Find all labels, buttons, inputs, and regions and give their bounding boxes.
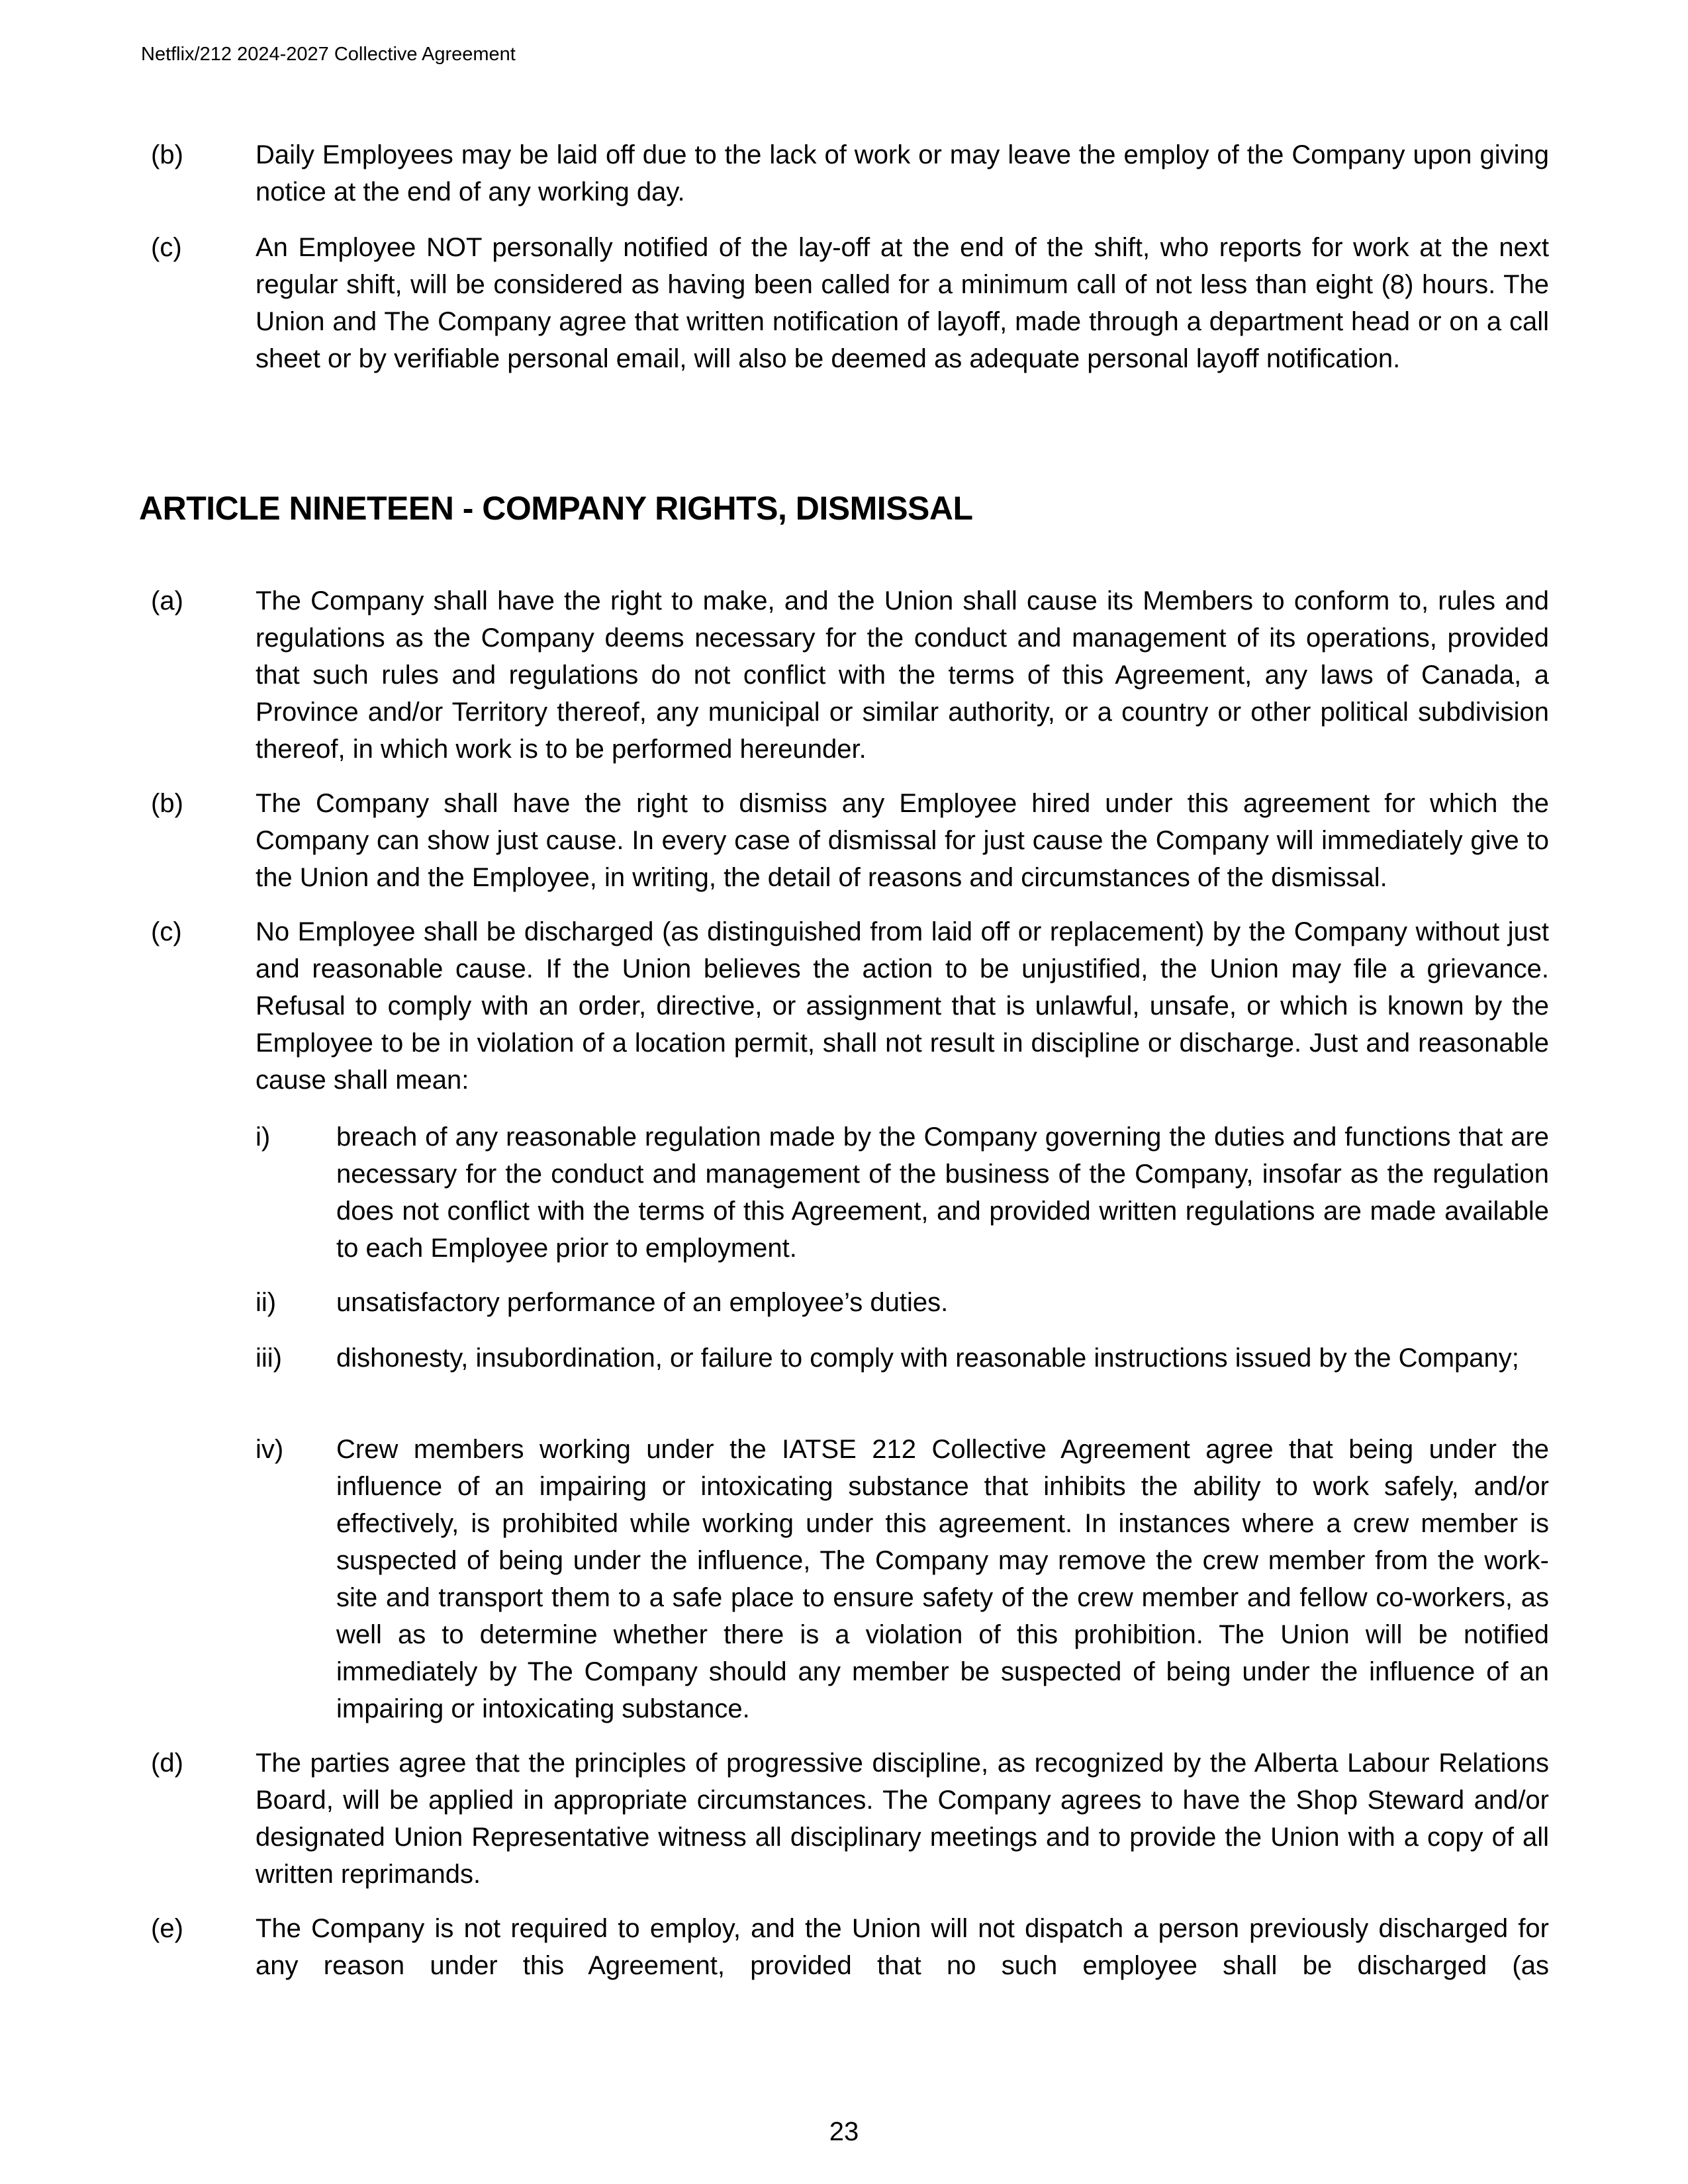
clause-label: (b) — [151, 140, 183, 169]
clause-text: An Employee NOT personally notified of the lay-off at the end of the shift, who reports for work at the next regular shift, will be considered as having been called for a minimum call of not less than eight (8) hours. The Union and The Company agree that written notification of layoff, made through a department head or on a call sheet or by verifiable personal email, will also be deemed as adequate personal layoff notification. — [256, 233, 1549, 373]
clause-text: The Company shall have the right to dismiss any Employee hired under this agreement for which the Company can show just cause. In every case of dismissal for just cause the Company will immediately give to the Union and the Employee, in writing, the detail of reasons and circumstances of the dismissal. — [256, 789, 1549, 892]
article-clause-e-wrap — [151, 1910, 1549, 1984]
subitem-iii-wrap — [151, 1340, 1549, 1377]
subitem-ii — [151, 1284, 1549, 1321]
subitem-text: breach of any reasonable regulation made by the Company governing the duties and functions that are necessary for the conduct and management of the business of the Company, insofar as the regulation does not conflict with the terms of this Agreement, and provided written regulations are made available to each Employee prior to employment. — [336, 1122, 1549, 1263]
clause-text: No Employee shall be discharged (as distinguished from laid off or replacement) by the Company without just and reasonable cause. If the Union believes the action to be unjustified, the Union may file a grievance. Refusal to comply with an order, directive, or assignment that is unlawful, unsafe, or which is known by the Employee to be in violation of a location permit, shall not result in discipline or discharge. Just and reasonable cause shall mean: — [256, 917, 1549, 1095]
subitem-i — [151, 1118, 1549, 1267]
subitem-label: ii) — [256, 1288, 277, 1317]
subitem-text: dishonesty, insubordination, or failure to comply with reasonable instructions issued by the Company; — [336, 1343, 1519, 1373]
article-clause-c-wrap — [151, 913, 1549, 1099]
clause-label: (e) — [151, 1914, 183, 1943]
running-header: Netflix/212 2024-2027 Collective Agreement — [141, 44, 516, 65]
subitem-label: i) — [256, 1122, 271, 1152]
subitem-label: iii) — [256, 1343, 282, 1373]
clause-text: Daily Employees may be laid off due to the lack of work or may leave the employ of the Company upon giving notice at the end of any working day. — [256, 140, 1549, 206]
subitem-label: iv) — [256, 1435, 284, 1464]
clause-c-discharge — [151, 913, 1549, 1099]
clause-e-dispatch — [151, 1910, 1549, 1984]
clause-a-rules — [151, 582, 1549, 768]
clause-c-notification — [151, 229, 1549, 377]
page-number: 23 — [829, 2117, 859, 2146]
article-heading: ARTICLE NINETEEN - COMPANY RIGHTS, DISMISSAL — [139, 490, 973, 527]
subitem-text: unsatisfactory performance of an employee’s duties. — [336, 1288, 949, 1317]
article-clause-a-wrap — [151, 582, 1549, 768]
subitem-text: Crew members working under the IATSE 212 Collective Agreement agree that being under the influence of an impairing or intoxicating substance that inhibits the ability to work safely, and/or effectively, is prohibited while working under this agreement. In instances where a crew member is suspected of being under the influence, The Company may remove the crew member from the work-site and transport them to a safe place to ensure safety of the crew member and fellow co-workers, as well as to determine whether there is a violation of this prohibition. The Union will be notified immediately by The Company should any member be suspected of being under the influence of an impairing or intoxicating substance. — [336, 1435, 1549, 1723]
previous-article-clauses — [151, 136, 1549, 206]
clause-b-dismiss — [151, 785, 1549, 896]
clause-label: (d) — [151, 1749, 183, 1778]
subitem-i-wrap — [151, 1118, 1549, 1267]
subitem-iv — [151, 1431, 1549, 1727]
clause-text: The Company shall have the right to make, and the Union shall cause its Members to conform to, rules and regulations as the Company deems necessary for the conduct and management of its operations, provided that such rules and regulations do not conflict with the terms of this Agreement, any laws of Canada, a Province and/or Territory thereof, any municipal or similar authority, or a country or other political subdivision thereof, in which work is to be performed hereunder. — [256, 586, 1549, 764]
subitem-ii-wrap — [151, 1284, 1549, 1321]
article-clause-d-wrap — [151, 1745, 1549, 1893]
previous-article-clause-c — [151, 229, 1549, 377]
clause-text: The Company is not required to employ, and the Union will not dispatch a person previously discharged for any reason under this Agreement, provided that no such employee shall be discharged (as — [256, 1914, 1549, 1980]
clause-d-progressive-discipline — [151, 1745, 1549, 1893]
article-clause-b-wrap — [151, 785, 1549, 896]
clause-text: The parties agree that the principles of progressive discipline, as recognized by the Alberta Labour Relations Board, will be applied in appropriate circumstances. The Company agrees to have the Shop Steward and/or designated Union Representative witness all disciplinary meetings and to provide the Union with a copy of all written reprimands. — [256, 1749, 1549, 1889]
clause-label: (c) — [151, 233, 182, 262]
clause-label: (c) — [151, 917, 182, 946]
subitem-iv-wrap — [151, 1431, 1549, 1727]
clause-label: (a) — [151, 586, 183, 615]
clause-b-layoff — [151, 136, 1549, 206]
subitem-iii — [151, 1340, 1549, 1377]
clause-label: (b) — [151, 789, 183, 818]
